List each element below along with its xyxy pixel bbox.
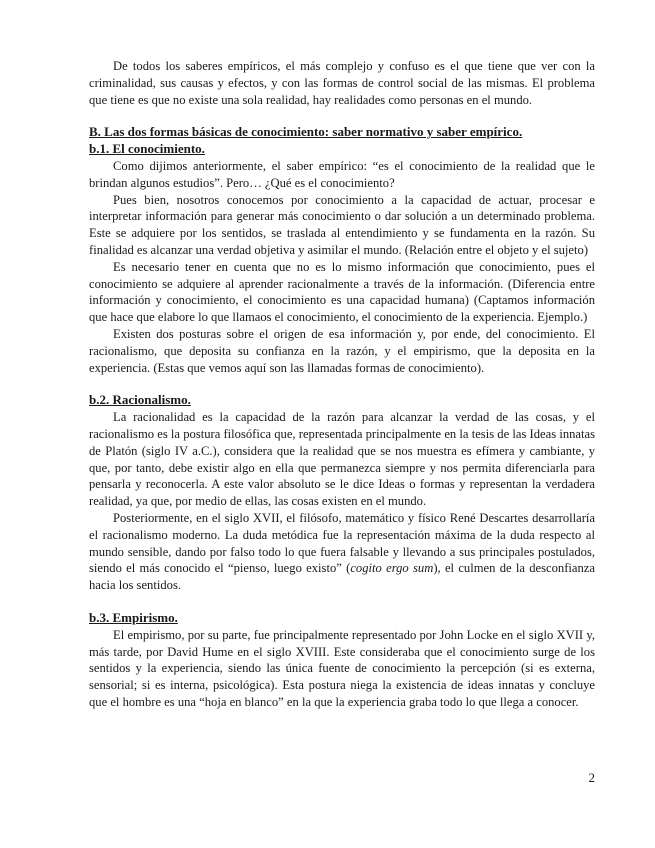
b3-paragraph-1: El empirismo, por su parte, fue principalmente representado por John Locke en el siglo XVII y, más tarde, por David Hume en el siglo XVIII. Este consideraba que el conocimiento surge de los sentidos y la experiencia, siendo las única fuente de conocimiento la percepción (si es externa, sensorial; si es interna, psicológica). Esta postura niega la existencia de ideas innatas y concluye que el hombre es una “hoja en blanco” en la que la experiencia graba todo lo que llega a conocer. [89,627,595,709]
b1-paragraph-2: Pues bien, nosotros conocemos por conocimiento a la capacidad de actuar, procesar e interpretar información para generar más conocimiento o dar solución a un determinado problema. Este se adquiere por los sentidos, se traslada al entendimiento y se fundamenta en la razón. Su finalidad es alcanzar una verdad objetiva y asimilar el mundo. (Relación entre el objeto y el sujeto) [89,192,595,257]
subsection-b1-title: b.1. El conocimiento. [89,141,205,157]
page-number: 2 [588,770,595,785]
b1-paragraph-1: Como dijimos anteriormente, el saber empírico: “es el conocimiento de la realidad que le brindan algunos estudios”. Pero… ¿Qué es el conocimiento? [89,158,595,190]
b2-p2-text-after: ), el culmen de la desconfianza hacia los sentidos. [89,561,595,593]
subsection-b3-title: b.3. Empirismo. [89,609,178,625]
b2-p2-latin-phrase: cogito ergo sum [350,561,434,576]
section-b-title: B. Las dos formas básicas de conocimiento: saber normativo y saber empírico. [89,124,523,140]
b2-p2-text-before: Posteriormente, en el siglo XVII, el filósofo, matemático y físico René Descartes desarrollaría el racionalismo moderno. La duda metódica fue la representación máxima de la duda respecto al mundo sensible, dando por falso todo lo que fuera falsable y llevando a sus principales postulados, siendo el más conocido el “pienso, luego existo” ( [89,510,595,576]
b1-paragraph-3: Es necesario tener en cuenta que no es lo mismo información que conocimiento, pues el conocimiento se adquiere al aprender racionalmente a través de la información. (Diferencia entre información y conocimiento, el conocimiento es una capacidad humana) (Captamos información que hace que elabore lo que llamaos el conocimiento, el conocimiento de la experiencia. Ejemplo.) [89,259,595,325]
b1-paragraph-4: Existen dos posturas sobre el origen de esa información y, por ende, del conocimiento. El racionalismo, que deposita su confianza en la razón, y el empirismo, que la deposita en la experiencia. (Estas que vemos aquí son las llamadas formas de conocimiento). [89,326,595,375]
b2-paragraph-1: La racionalidad es la capacidad de la razón para alcanzar la verdad de las cosas, y el racionalismo es la postura filosófica que, representada principalmente en la tesis de las Ideas innatas de Platón (siglo IV a.C.), considera que la realidad que se nos muestra es efímera y cambiante, y que, por tanto, debe existir algo en ella que permanezca siempre y nos permita diferenciarla para pensarla y reconocerla. A este valor absoluto se le dice Ideas o formas y representan la verdadera realidad, ya que, por medio de ellas, las cosas existen en el mundo. [89,410,595,509]
document-body [89,58,595,711]
b2-paragraph-2 [89,510,595,594]
subsection-b2-title: b.2. Racionalismo. [89,392,191,408]
intro-paragraph: De todos los saberes empíricos, el más complejo y confuso es el que tiene que ver con la criminalidad, sus causas y efectos, y con las formas de control social de las mismas. El problema que tiene es que no existe una sola realidad, hay realidades como personas en el mundo. [89,59,595,107]
